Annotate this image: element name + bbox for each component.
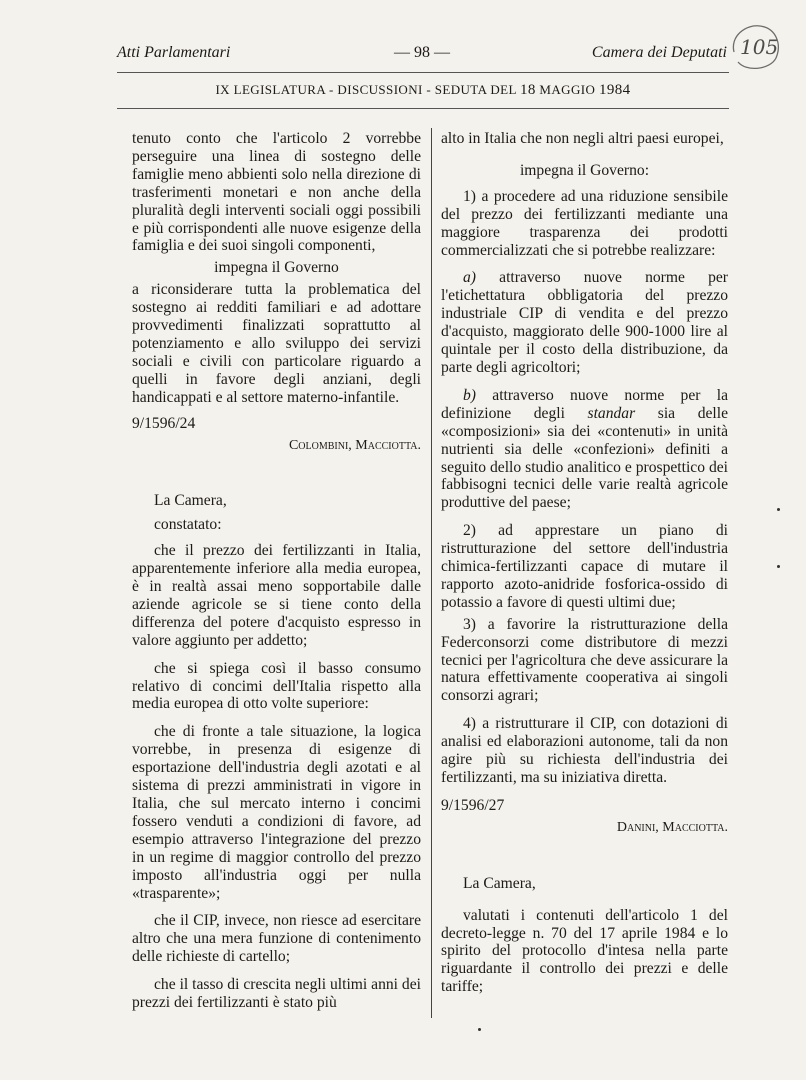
impegna-heading: impegna il Governo [214,259,339,277]
order-code: 9/1596/24 [132,414,196,432]
paragraph: 3) a favorire la ristrutturazione della Federconsorzi come distributore di mezzi tecnici per l'agricoltura che deve assicurare la natura effettivamente cooperativa ai singoli consorzi agrari; [441,615,728,705]
handwritten-page-stamp [728,22,782,74]
column-divider [431,128,432,1018]
svg-text:105: 105 [740,35,779,59]
scan-speck [777,565,780,568]
session-header: IX LEGISLATURA - DISCUSSIONI - SEDUTA DEL 18 MAGGIO 1984 [215,82,631,98]
paragraph: alto in Italia che non negli altri paesi europei, [441,130,724,147]
right-column [441,130,728,996]
paragraph: che di fronte a tale situazione, la logica vorrebbe, in presenza di esigenze di esportazione dell'industria degli azotati e al sistema di prezzi amministrati in vigore in Italia, che sul mercato interno i concimi fossero venduti a condizioni di favore, ad esempio attraverso l'integrazione del prezzo in un regime di maggior controllo del prezzo imposto all'industria oggi per nulla «trasparente»; [132,723,421,902]
sub-item-b: b) attraverso nuove norme per la definizione degli standar sia delle «composizioni» sia dei «contenuti» in unità nutrienti sia delle «confezioni» definiti a seguito dello studio analitico e prospettico dei fabbisogni tecnici delle varie realtà agricole produttive del paese; [441,386,728,512]
constatato-heading: constatato: [154,516,222,534]
paragraph: che il prezzo dei fertilizzanti in Italia, apparentemente inferiore alla media europea, è in realtà assai meno sopportabile dalle aziende agricole se si tiene conto della differenza del potere d'acquisto espresso in valore aggiunto per addetto; [132,542,421,649]
paragraph: che si spiega così il basso consumo relativo di concimi dell'Italia rispetto alla media europea di otto volte superiore: [132,659,421,713]
header-rule [117,72,729,73]
paragraph: che il CIP, invece, non riesce ad esercitare altro che una mera funzione di contenimento delle richieste di cartello; [132,912,421,966]
paragraph: tenuto conto che l'articolo 2 vorrebbe perseguire una linea di sostegno delle famiglie meno abbienti solo nella direzione di trasferimenti monetari e non anche della pluralità degli interventi sociali oggi possibili e più corrispondenti alle nuove esigenze della famiglia e dei suoi singoli componenti, [132,130,421,255]
camera-heading: La Camera, [154,492,227,510]
paragraph: 2) ad apprestare un piano di ristrutturazione del settore dell'industria chimica-fertilizzanti capace di mutare il rapporto azoto-anidride fosforica-ossido di potassio a favore di questi ultimi due; [441,522,728,611]
subheader-rule [117,108,729,109]
page-number: — 98 — [394,44,450,61]
signatories: Colombini, Macciotta. [288,437,421,453]
paragraph: 1) a procedere ad una riduzione sensibile del prezzo dei fertilizzanti mediante una maggiore trasparenza dei prodotti commercializzati che si potrebbe realizzare: [441,187,728,259]
page-header [117,44,727,68]
paragraph: a riconsiderare tutta la problematica del sostegno ai redditi familiari e ad adottare provvedimenti finalizzati soprattutto al potenziamento e allo sviluppo dei servizi sociali e civili con particolare riguardo a quelli in favore degli anziani, degli handicappati e al settore materno-infantile. [132,281,421,406]
paragraph: 4) a ristrutturare il CIP, con dotazioni di analisi ed elaborazioni autonome, tali da non agire più su richiesta dell'industria dei fertilizzanti, ma su iniziativa diretta. [441,715,728,786]
signatories: Danini, Macciotta. [616,819,728,835]
header-publication: Atti Parlamentari [117,44,231,61]
camera-heading: La Camera, [463,874,536,892]
header-chamber: Camera dei Deputati [591,44,727,61]
scan-speck [777,508,780,511]
left-column [132,130,421,1012]
sub-item-a: a) attraverso nuove norme per l'etichettatura obbligatoria del prezzo industriale CIP di vendita e del prezzo d'acquisto, maggiorato delle 900-1000 lire al quintale per il costo della distribuzione, da parte degli agricoltori; [441,269,728,376]
impegna-heading: impegna il Governo: [519,161,650,179]
paragraph: valutati i contenuti dell'articolo 1 del decreto-legge n. 70 del 17 aprile 1984 e lo spirito del protocollo d'intesa nella parte riguardante il controllo dei prezzi e delle tariffe; [441,906,728,996]
order-code: 9/1596/27 [441,796,505,814]
scan-speck [478,1028,481,1031]
paragraph: che il tasso di crescita negli ultimi anni dei prezzi dei fertilizzanti è stato più [132,976,421,1012]
